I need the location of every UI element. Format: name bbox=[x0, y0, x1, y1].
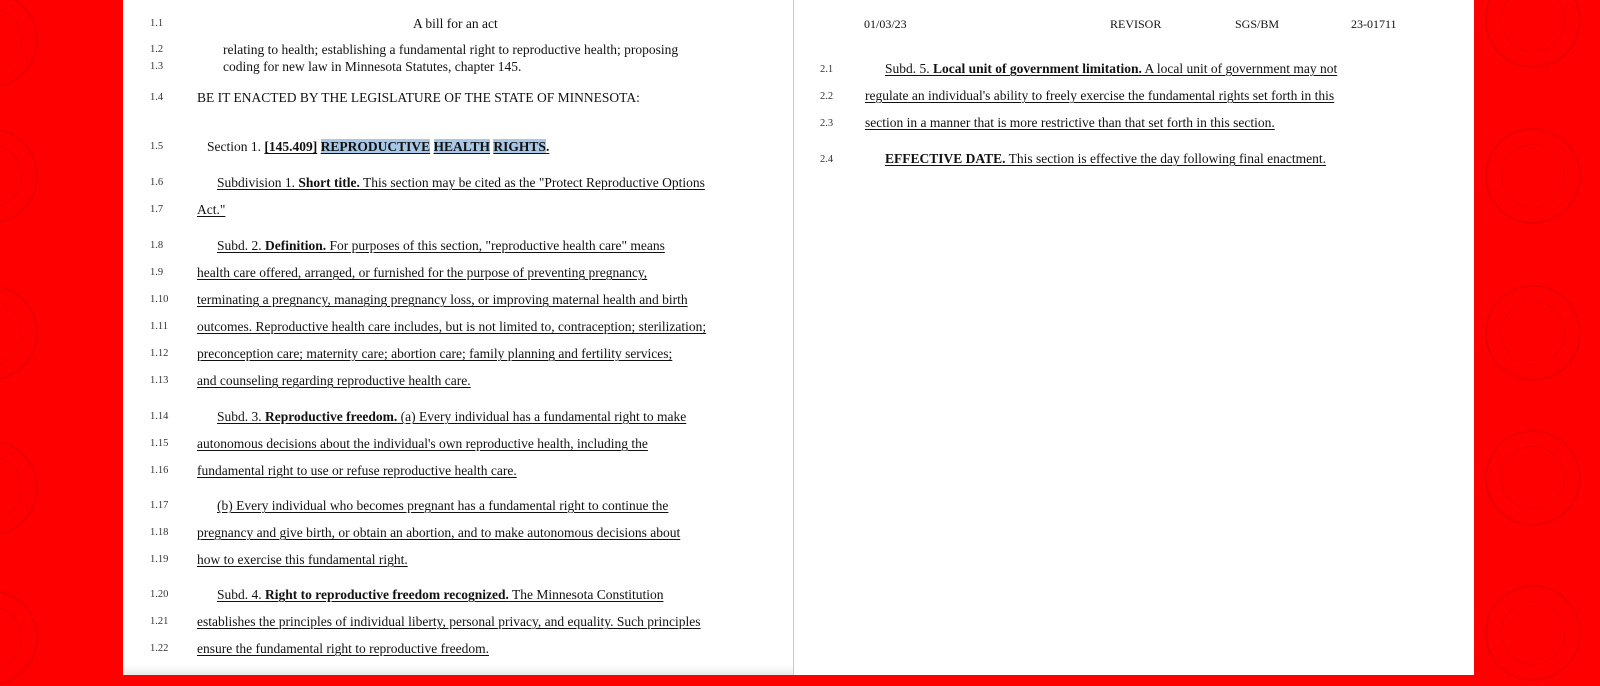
subdivision-label: Subd. 4. bbox=[217, 587, 266, 602]
line-number: 1.13 bbox=[150, 375, 169, 386]
line-number: 1.17 bbox=[150, 500, 169, 511]
body-line: and counseling regarding reproductive health care. bbox=[197, 373, 471, 388]
effective-date-line bbox=[885, 151, 1326, 167]
bill-title: A bill for an act bbox=[413, 16, 498, 31]
line-number: 1.7 bbox=[150, 204, 164, 215]
bill-subject-line: relating to health; establishing a fundamental right to reproductive health; proposing bbox=[223, 42, 679, 57]
section-citation: [145.409] bbox=[264, 139, 318, 154]
line-number: 1.16 bbox=[150, 465, 169, 476]
line-number: 1.3 bbox=[150, 61, 164, 72]
body-line: fundamental right to use or refuse reproductive health care. bbox=[197, 463, 517, 478]
line-number: 1.10 bbox=[150, 294, 169, 305]
header-bill-id: 23-01711 bbox=[1351, 17, 1397, 31]
body-line: section in a manner that is more restrictive than that set forth in this section. bbox=[865, 115, 1275, 130]
subdivision-heading: Reproductive freedom. bbox=[265, 409, 398, 424]
section-title-word: REPRODUCTIVE bbox=[320, 139, 431, 154]
line-number: 1.12 bbox=[150, 348, 169, 359]
background-pattern-circle bbox=[0, 128, 38, 224]
body-line: preconception care; maternity care; abortion care; family planning and fertility services; bbox=[197, 346, 673, 361]
section-heading bbox=[207, 139, 549, 155]
subdivision-label: Subd. 5. bbox=[885, 61, 934, 76]
subdivision-3-line bbox=[217, 409, 686, 425]
body-line: Act." bbox=[197, 202, 226, 217]
background-pattern-circle bbox=[0, 590, 38, 686]
body-line: establishes the principles of individual liberty, personal privacy, and equality. Such principles bbox=[197, 614, 701, 629]
subdivision-1-line bbox=[217, 175, 705, 191]
line-number: 1.5 bbox=[150, 141, 164, 152]
background-pattern-circle bbox=[0, 440, 38, 536]
body-line: terminating a pregnancy, managing pregnancy loss, or improving maternal health and birth bbox=[197, 292, 688, 307]
page-bottom-edge bbox=[123, 665, 793, 675]
section-title-word: HEALTH bbox=[433, 139, 491, 154]
body-line: (b) Every individual who becomes pregnant has a fundamental right to continue the bbox=[217, 498, 669, 513]
line-number: 2.4 bbox=[820, 154, 834, 165]
subdivision-text: A local unit of government may not bbox=[1141, 61, 1338, 76]
effective-date-heading: EFFECTIVE DATE. bbox=[885, 151, 1006, 166]
line-number: 1.19 bbox=[150, 554, 169, 565]
background-pattern-circle bbox=[1485, 585, 1581, 681]
subdivision-label: Subdivision 1. bbox=[217, 175, 299, 190]
background-pattern-circle bbox=[1485, 128, 1581, 224]
body-line: pregnancy and give birth, or obtain an abortion, and to make autonomous decisions about bbox=[197, 525, 681, 540]
line-number: 1.9 bbox=[150, 267, 164, 278]
section-prefix: Section 1. bbox=[207, 139, 265, 154]
subdivision-text: (a) Every individual has a fundamental right to make bbox=[397, 409, 687, 424]
line-number: 2.1 bbox=[820, 64, 834, 75]
section-title-period: . bbox=[545, 139, 550, 154]
body-line: regulate an individual's ability to freely exercise the fundamental rights set forth in this bbox=[865, 88, 1335, 103]
line-number: 1.18 bbox=[150, 527, 169, 538]
subdivision-label: Subd. 3. bbox=[217, 409, 266, 424]
body-line: health care offered, arranged, or furnished for the purpose of preventing pregnancy, bbox=[197, 265, 648, 280]
line-number: 1.14 bbox=[150, 411, 169, 422]
bill-page-2 bbox=[794, 0, 1474, 675]
subdivision-text: This section may be cited as the "Protect Reproductive Options bbox=[359, 175, 705, 190]
body-line: ensure the fundamental right to reproductive freedom. bbox=[197, 641, 490, 656]
section-title-word: RIGHTS bbox=[493, 139, 546, 154]
bill-subject-line: coding for new law in Minnesota Statutes, chapter 145. bbox=[223, 59, 522, 74]
line-number: 1.1 bbox=[150, 18, 164, 29]
line-number: 1.2 bbox=[150, 44, 164, 55]
line-number: 1.20 bbox=[150, 589, 169, 600]
header-office: REVISOR bbox=[1110, 17, 1162, 31]
line-number: 2.2 bbox=[820, 91, 834, 102]
background-pattern-circle bbox=[1485, 430, 1581, 526]
line-number: 1.6 bbox=[150, 177, 164, 188]
header-initials: SGS/BM bbox=[1235, 17, 1280, 31]
line-number: 1.22 bbox=[150, 643, 169, 654]
background-pattern-circle bbox=[1485, 0, 1581, 68]
body-line: outcomes. Reproductive health care includes, but is not limited to, contraception; sterilization; bbox=[197, 319, 707, 334]
subdivision-heading: Right to reproductive freedom recognized. bbox=[265, 587, 509, 602]
subdivision-2-line bbox=[217, 238, 665, 254]
bill-page-1 bbox=[123, 0, 794, 675]
enacting-clause: BE IT ENACTED BY THE LEGISLATURE OF THE STATE OF MINNESOTA: bbox=[197, 90, 640, 105]
subdivision-heading: Definition. bbox=[265, 238, 327, 253]
body-line: how to exercise this fundamental right. bbox=[197, 552, 408, 567]
background-pattern-circle bbox=[0, 285, 38, 381]
effective-date-text: This section is effective the day following final enactment. bbox=[1005, 151, 1326, 166]
line-number: 2.3 bbox=[820, 118, 834, 129]
background-pattern-circle bbox=[1485, 285, 1581, 381]
subdivision-4-line bbox=[217, 587, 663, 603]
subdivision-5-line bbox=[885, 61, 1337, 77]
subdivision-text: For purposes of this section, "reproductive health care" means bbox=[326, 238, 665, 253]
line-number: 1.4 bbox=[150, 92, 164, 103]
subdivision-label: Subd. 2. bbox=[217, 238, 266, 253]
line-number: 1.8 bbox=[150, 240, 164, 251]
subdivision-heading: Short title. bbox=[298, 175, 360, 190]
header-date: 01/03/23 bbox=[864, 17, 907, 31]
subdivision-heading: Local unit of government limitation. bbox=[933, 61, 1142, 76]
line-number: 1.11 bbox=[150, 321, 168, 332]
line-number: 1.15 bbox=[150, 438, 169, 449]
background-pattern-circle bbox=[0, 0, 38, 88]
line-number: 1.21 bbox=[150, 616, 169, 627]
body-line: autonomous decisions about the individual's own reproductive health, including the bbox=[197, 436, 648, 451]
subdivision-text: The Minnesota Constitution bbox=[508, 587, 664, 602]
